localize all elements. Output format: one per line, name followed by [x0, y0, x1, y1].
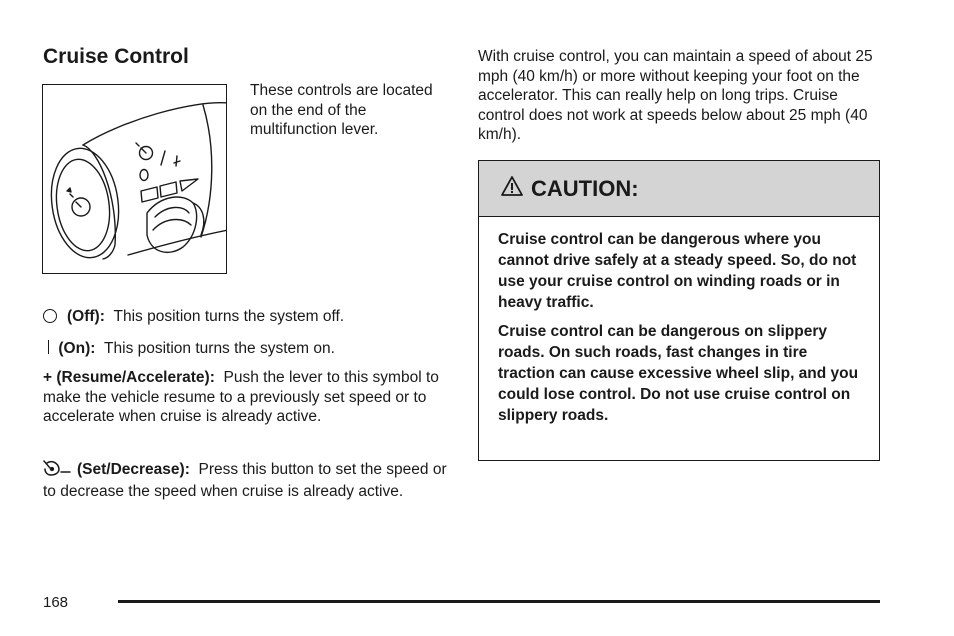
caution-header: [479, 161, 879, 217]
figure-caption: These controls are located on the end of the multifunction lever.: [250, 82, 433, 138]
off-label: (Off):: [67, 308, 105, 325]
section-title: Cruise Control: [43, 45, 189, 68]
page-number: 168: [43, 594, 69, 611]
off-text: This position turns the system off.: [113, 308, 345, 325]
caution-title: CAUTION:: [531, 175, 639, 201]
caution-paragraph: Cruise control can be dangerous where you cannot drive safely at a steady speed. So, do not use your cruise control on winding roads or in heavy traffic.: [498, 231, 857, 311]
circle-icon: [43, 309, 57, 323]
on-description: [43, 339, 453, 359]
multifunction-lever-icon: [43, 85, 227, 274]
on-label: (On):: [58, 340, 96, 357]
off-description: [43, 307, 453, 327]
set-description: [43, 460, 453, 501]
set-label: (Set/Decrease):: [77, 461, 190, 478]
caution-box: [478, 160, 880, 461]
on-text: This position turns the system on.: [104, 340, 335, 357]
resume-description: [43, 368, 453, 427]
warning-triangle-icon: [501, 175, 523, 202]
set-text: Press this button to set the speed or to decrease the speed when cruise is already active.: [43, 461, 447, 500]
intro-paragraph: With cruise control, you can maintain a speed of about 25 mph (40 km/h) or more without keeping your foot on the accelerator. This can really help on long trips. Cruise control does not work at speeds below about 25 mph (40 km/h).: [478, 48, 873, 143]
lever-illustration: [42, 84, 227, 274]
footer-rule: [118, 600, 880, 603]
caution-paragraph: Cruise control can be dangerous on slippery roads. On such roads, fast changes in tire traction can cause excessive wheel slip, and you could lose control. Do not use cruise control on slippery roads.: [498, 323, 859, 424]
speedometer-set-icon: [43, 460, 73, 482]
resume-label: + (Resume/Accelerate):: [43, 369, 215, 386]
caution-body: [479, 217, 879, 426]
bar-icon: [48, 340, 49, 354]
resume-text: Push the lever to this symbol to make the vehicle resume to a previously set speed or to accelerate when cruise is already active.: [43, 369, 439, 425]
